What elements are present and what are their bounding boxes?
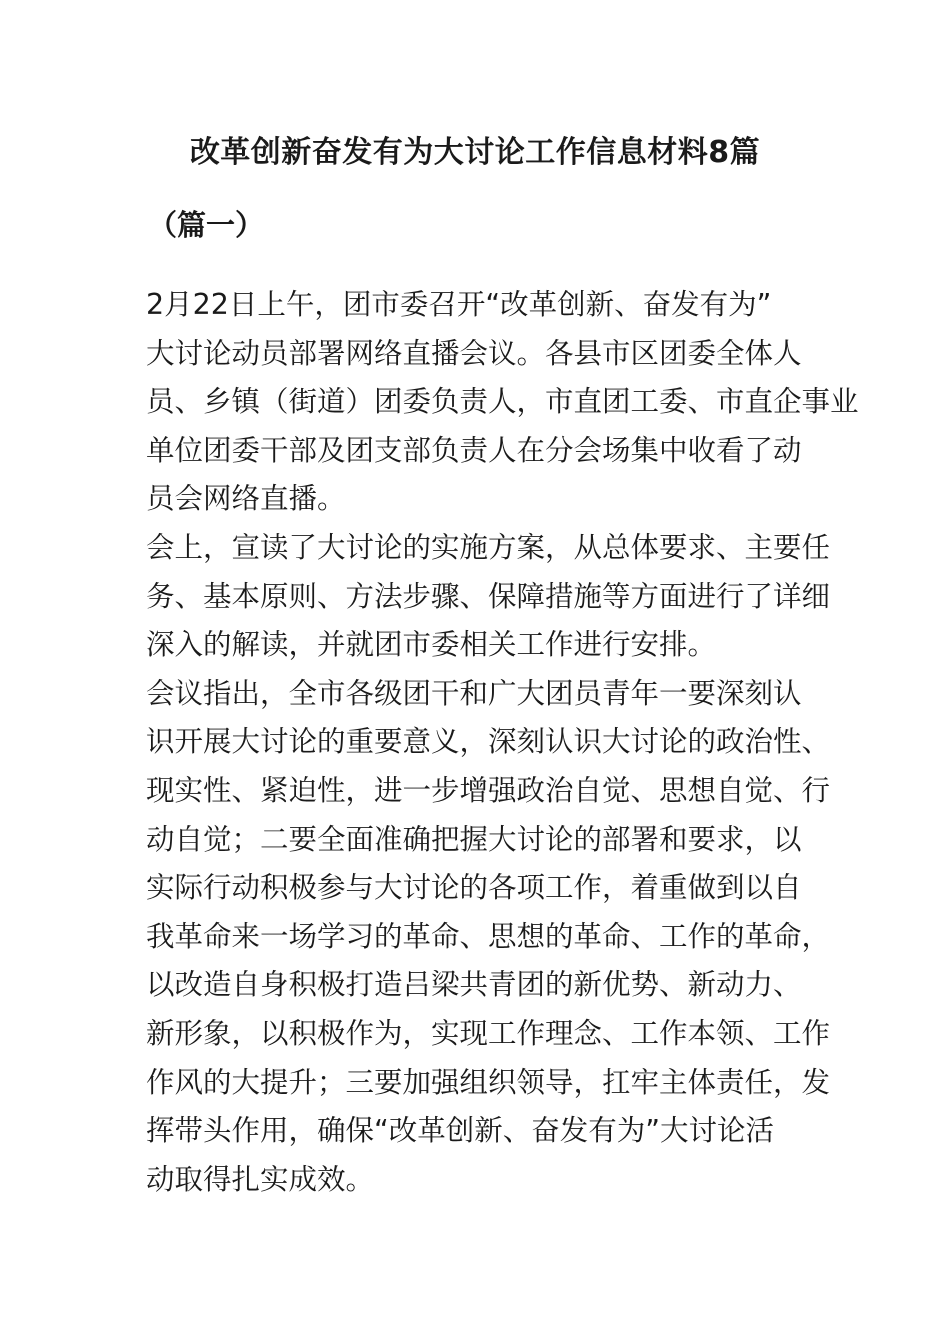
document-title: 改革创新奋发有为大讨论工作信息材料8篇 — [189, 135, 761, 170]
section-heading: （篇一） — [148, 208, 265, 242]
text-line: 动取得扎实成效。 — [146, 1162, 375, 1196]
text-line: 作风的大提升；三要加强组织领导，扛牢主体责任，发 — [146, 1065, 831, 1099]
text-line: 会上，宣读了大讨论的实施方案，从总体要求、主要任 — [146, 530, 831, 564]
body-text — [146, 281, 859, 1204]
text-line: 我革命来一场学习的革命、思想的革命、工作的革命， — [146, 919, 831, 953]
text-line: 大讨论动员部署网络直播会议。各县市区团委全体人 — [146, 336, 802, 370]
text-line: 务、基本原则、方法步骤、保障措施等方面进行了详细 — [146, 579, 831, 613]
text-line: 单位团委干部及团支部负责人在分会场集中收看了动 — [146, 433, 802, 467]
text-line: 实际行动积极参与大讨论的各项工作，着重做到以自 — [146, 871, 802, 905]
text-line: 以改造自身积极打造吕梁共青团的新优势、新动力、 — [146, 968, 802, 1002]
text-line: 深入的解读，并就团市委相关工作进行安排。 — [146, 628, 717, 662]
text-line: 挥带头作用，确保“改革创新、奋发有为”大讨论活 — [146, 1114, 775, 1148]
text-line: 2月22日上午，团市委召开“改革创新、奋发有为” — [146, 288, 772, 321]
text-line: 员、乡镇（街道）团委负责人，市直团工委、市直企事业 — [146, 385, 859, 419]
text-line: 员会网络直播。 — [146, 482, 346, 516]
text-line: 现实性、紧迫性，进一步增强政治自觉、思想自觉、行 — [146, 773, 831, 807]
text-line: 会议指出，全市各级团干和广大团员青年一要深刻认 — [146, 676, 802, 710]
text-line: 动自觉；二要全面准确把握大讨论的部署和要求，以 — [146, 822, 802, 856]
text-line: 识开展大讨论的重要意义，深刻认识大讨论的政治性、 — [146, 725, 831, 759]
text-line: 新形象，以积极作为，实现工作理念、工作本领、工作 — [146, 1016, 831, 1050]
